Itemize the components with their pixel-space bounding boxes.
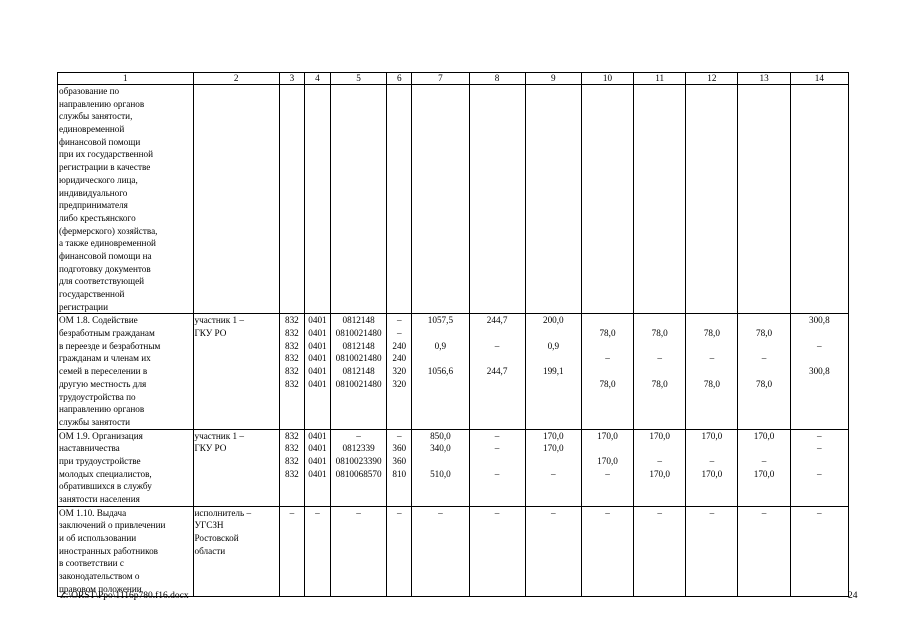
cell-line: 0401 [308,328,327,339]
cell-line: участник 1 – [194,315,244,326]
cell-line: ОМ 1.10. Выдача [59,507,127,518]
table-cell-col-8 [469,506,525,596]
cell-line: 78,0 [756,378,773,389]
cell-line: – [494,340,500,351]
table-cell-col-11 [634,314,686,429]
cell-line: – [315,507,320,518]
cell-line: в соответствии с [59,558,124,569]
cell-line: 0401 [308,353,327,364]
cell-line: – [817,340,822,351]
cell-line [687,442,736,455]
table-cell-col-3 [279,314,304,429]
cell-line: 0810021480 [335,378,382,389]
cell-line: участник 1 – [194,430,244,441]
table-cell-col-6 [387,429,412,506]
table-cell-col-13 [738,85,790,314]
cell-line: государственной [59,289,125,299]
cell-line: – [396,430,402,441]
cell-line: при трудоустройстве [59,455,141,466]
cell-line [792,327,847,340]
cell-line: образование по [59,86,120,96]
cell-line: 170,0 [701,430,723,441]
cell-line: – [605,507,610,518]
column-header-2: 2 [193,73,279,85]
cell-line: – [709,353,715,364]
cell-line [583,340,632,353]
table-cell-col-13 [738,429,790,506]
table-cell-col-2 [193,429,279,506]
cell-line: области [194,545,226,556]
cell-line: занятости населения [59,494,140,504]
table-cell-col-14 [790,429,848,506]
cell-line: 300,8 [808,315,830,326]
cell-line: а также единовременной [59,238,156,249]
cell-line: 832 [284,455,299,466]
cell-line [792,378,847,391]
cell-line: 360 [392,443,407,454]
cell-line: иностранных работников [59,545,159,556]
table-cell-col-5 [331,314,387,429]
cell-line: – [761,455,767,466]
cell-line: – [494,507,500,518]
cell-line: – [817,507,822,518]
cell-line [687,340,736,353]
footer-file-path: Z:\ORST\Ppo\1116p780.f16.docx [60,591,189,601]
cell-line: 199,1 [542,366,564,377]
cell-line: 832 [284,353,299,364]
cell-line: 170,0 [701,468,723,479]
table-cell-col-4 [304,506,330,596]
table-cell-col-10 [581,314,633,429]
cell-line: 170,0 [649,430,671,441]
cell-line: 0401 [308,366,327,377]
cell-line: 0810021480 [335,353,382,364]
table-row [58,506,849,596]
table-cell-col-2 [193,506,279,596]
cell-line: – [396,507,402,518]
column-header-1: 1 [58,73,194,85]
cell-line: обратившихся в службу [59,481,152,492]
cell-line: при их государственной [59,149,154,160]
cell-line: 0,9 [547,340,560,351]
cell-line: заключений о привлечении [59,520,166,531]
cell-line: 170,0 [649,468,671,479]
column-header-5: 5 [331,73,387,85]
cell-line: 78,0 [703,378,720,389]
table-cell-col-4 [304,314,330,429]
cell-line: 832 [284,340,299,351]
cell-line [635,442,684,455]
cell-line: – [289,507,295,518]
table-cell-col-7 [412,85,469,314]
cell-line [413,378,467,391]
cell-line: 240 [392,353,407,364]
cell-line: в переезде и безработным [59,340,161,351]
table-cell-col-6 [387,85,412,314]
budget-table [57,72,849,597]
column-header-14: 14 [790,73,848,85]
cell-line: 0401 [308,315,327,326]
cell-line: – [396,328,402,339]
table-cell-col-3 [279,429,304,506]
cell-line: 170,0 [753,468,775,479]
cell-line: 78,0 [756,328,773,339]
cell-line [527,327,580,340]
cell-line: 244,7 [486,366,508,377]
cell-line [471,455,524,468]
cell-line: 832 [284,315,299,326]
table-cell-col-9 [525,85,581,314]
table-cell-col-8 [469,429,525,506]
cell-line: – [817,443,822,454]
cell-line: 510,0 [430,468,451,479]
table-cell-col-6 [387,506,412,596]
cell-line: – [761,507,767,518]
table-header-row [58,73,849,85]
cell-line: – [657,353,662,364]
cell-line: – [356,430,361,441]
cell-line: 0812148 [342,340,375,351]
cell-line [687,314,736,327]
cell-line: 170,0 [542,430,564,441]
cell-line: 0812148 [342,315,375,326]
table-row [58,85,849,314]
cell-line: 78,0 [599,378,616,389]
cell-line: службы занятости, [59,111,133,122]
column-header-12: 12 [686,73,738,85]
cell-line: наставничества [59,443,120,454]
cell-line [635,365,684,378]
cell-line: безработным гражданам [59,328,155,339]
cell-line: 200,0 [542,315,564,326]
table-cell-col-9 [525,506,581,596]
cell-line: 0812339 [342,443,375,454]
table-cell-col-8 [469,314,525,429]
cell-line: 810 [392,468,407,479]
table-cell-col-2 [193,85,279,314]
cell-line: 0401 [308,468,327,479]
cell-line: УГСЗН [194,520,224,531]
cell-line [687,365,736,378]
cell-line: – [817,468,822,479]
cell-line: 0401 [308,430,327,441]
table-cell-col-9 [525,314,581,429]
cell-line [739,365,788,378]
cell-line: 0401 [308,340,327,351]
table-cell-col-13 [738,314,790,429]
cell-line: и об использовании [59,533,137,544]
column-header-9: 9 [525,73,581,85]
table-cell-col-12 [686,85,738,314]
table-cell-col-1 [58,314,194,429]
cell-line [739,442,788,455]
cell-line [471,378,524,391]
column-header-4: 4 [304,73,330,85]
cell-line: службы занятости [59,416,131,427]
cell-line: молодых специалистов, [59,468,152,479]
table-cell-col-1 [58,85,194,314]
table-cell-col-14 [790,506,848,596]
cell-line [739,340,788,353]
table-cell-col-12 [686,506,738,596]
cell-line: 78,0 [651,328,668,339]
cell-line: ОМ 1.8. Содействие [59,315,138,326]
table-cell-col-8 [469,85,525,314]
cell-line: – [494,468,500,479]
cell-line [792,352,847,365]
cell-line [527,352,580,365]
cell-line: регистрации в качестве [59,162,151,173]
column-header-8: 8 [469,73,525,85]
table-cell-col-10 [581,85,633,314]
cell-line: 832 [284,378,299,389]
cell-line: 170,0 [597,430,618,441]
table-cell-col-7 [412,429,469,506]
cell-line: – [657,507,662,518]
table-cell-col-2 [193,314,279,429]
table-cell-col-7 [412,314,469,429]
cell-line: 170,0 [597,455,618,466]
cell-line: 0,9 [434,340,447,351]
cell-line: 0810068570 [335,468,382,479]
cell-line: 0810023390 [335,455,382,466]
cell-line: 360 [392,455,407,466]
cell-line: 0401 [308,443,327,454]
cell-line: 244,7 [486,315,508,326]
cell-line [527,455,580,468]
cell-line: – [494,443,500,454]
table-cell-col-11 [634,429,686,506]
table-row [58,314,849,429]
table-cell-col-4 [304,429,330,506]
cell-line: законодательством о [59,571,140,582]
footer-page-number: 24 [848,591,858,601]
column-header-6: 6 [387,73,412,85]
cell-line [413,352,467,365]
table-cell-col-14 [790,85,848,314]
cell-line: – [657,455,662,466]
cell-line: 832 [284,430,299,441]
cell-line: правовом положении [59,583,142,594]
cell-line: индивидуального [59,187,128,198]
cell-line [583,314,632,327]
table-cell-col-1 [58,506,194,596]
cell-line: 170,0 [542,443,564,454]
cell-line: 170,0 [753,430,775,441]
cell-line: – [356,507,361,518]
cell-line: другую местность для [59,378,147,389]
table-cell-col-3 [279,506,304,596]
cell-line: 300,8 [808,366,830,377]
cell-line: 850,0 [430,430,451,441]
cell-line: – [396,315,402,326]
table-cell-col-6 [387,314,412,429]
table-cell-col-12 [686,314,738,429]
table-cell-col-9 [525,429,581,506]
cell-line: трудоустройства по [59,391,136,402]
cell-line: финансовой помощи на [59,250,152,261]
cell-line: гражданам и членам их [59,353,151,364]
cell-line: 832 [284,468,299,479]
cell-line: 320 [392,366,407,377]
cell-line: юридического лица, [59,174,138,185]
cell-line: – [605,468,610,479]
cell-line [527,378,580,391]
cell-line: 78,0 [651,378,668,389]
table-cell-col-5 [331,85,387,314]
cell-line: – [605,353,610,364]
cell-line [413,327,467,340]
cell-line: направлению органов [59,404,145,415]
cell-line: 0401 [308,455,327,466]
cell-line: подготовку документов [59,263,151,274]
cell-line: 78,0 [703,328,720,339]
cell-line: – [494,430,500,441]
cell-line: ГКУ РО [194,443,227,454]
cell-line: направлению органов [59,98,145,109]
cell-line [739,314,788,327]
cell-line: – [551,468,556,479]
cell-line [583,442,632,455]
column-header-11: 11 [634,73,686,85]
cell-line: 0810021480 [335,328,382,339]
table-cell-col-13 [738,506,790,596]
table-cell-col-3 [279,85,304,314]
table-cell-col-14 [790,314,848,429]
table-cell-col-1 [58,429,194,506]
cell-line: для соответствующей [59,276,145,287]
cell-line: 832 [284,366,299,377]
cell-line: либо крестьянского [59,212,136,223]
cell-line: ОМ 1.9. Организация [59,430,143,441]
cell-line [471,352,524,365]
cell-line: финансовой помощи [59,136,141,147]
column-header-3: 3 [279,73,304,85]
cell-line [413,455,467,468]
cell-line: 832 [284,443,299,454]
cell-line [583,365,632,378]
cell-line [471,327,524,340]
cell-line: 832 [284,328,299,339]
table-cell-col-12 [686,429,738,506]
cell-line: Ростовской [194,533,239,544]
table-cell-col-5 [331,506,387,596]
cell-line: единовременной [59,124,125,135]
column-header-10: 10 [581,73,633,85]
cell-line: – [817,430,822,441]
cell-line: – [761,353,767,364]
cell-line: 1056,6 [427,366,454,377]
cell-line: 340,0 [430,443,451,454]
cell-line: (фермерского) хозяйства, [59,225,158,236]
table-cell-col-7 [412,506,469,596]
table-cell-col-4 [304,85,330,314]
column-header-7: 7 [412,73,469,85]
table-cell-col-10 [581,506,633,596]
cell-line: 1057,5 [427,315,454,326]
cell-line: – [438,507,443,518]
cell-line: исполнитель – [194,507,252,518]
cell-line [792,455,847,468]
cell-line: 240 [392,340,407,351]
cell-line: 0401 [308,378,327,389]
cell-line: – [551,507,556,518]
cell-line: – [709,455,715,466]
table-row [58,429,849,506]
cell-line: регистрации [59,301,108,312]
cell-line: ГКУ РО [194,328,227,339]
cell-line: 0812148 [342,366,375,377]
cell-line: предпринимателя [59,200,128,211]
column-header-13: 13 [738,73,790,85]
cell-line: 320 [392,378,407,389]
cell-line [635,340,684,353]
table-cell-col-10 [581,429,633,506]
cell-line [635,314,684,327]
cell-line: 78,0 [599,328,616,339]
table-cell-col-11 [634,506,686,596]
table-cell-col-11 [634,85,686,314]
cell-line: семей в переселении в [59,366,148,377]
table-cell-col-5 [331,429,387,506]
cell-line: – [709,507,715,518]
